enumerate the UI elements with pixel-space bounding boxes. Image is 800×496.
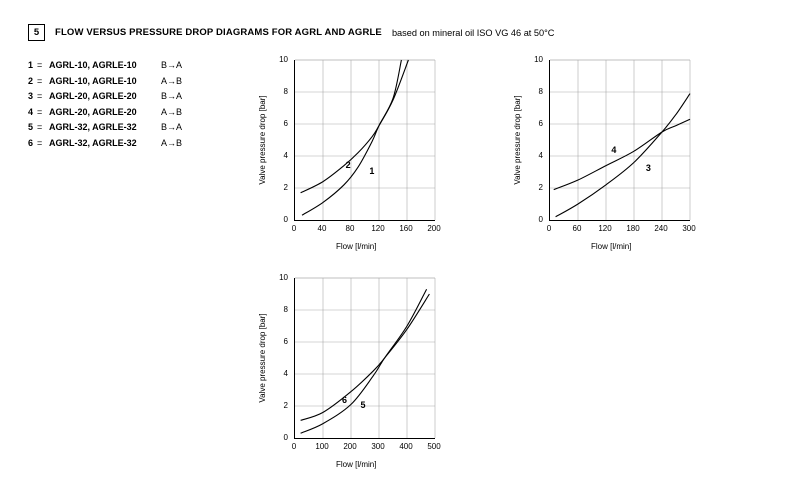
y-axis-tick-label: 0	[538, 215, 543, 224]
legend-equals: =	[37, 106, 43, 117]
curve-5	[301, 289, 427, 433]
legend-direction: A→B	[161, 75, 183, 86]
y-axis-title: Valve pressure drop [bar]	[258, 95, 267, 185]
y-axis-tick-label: 2	[283, 183, 288, 192]
legend-equals: =	[37, 122, 43, 132]
legend-label: AGRL-20, AGRLE-20	[49, 106, 137, 117]
chart-plot-area	[513, 56, 733, 256]
curve-annotation-2: 2	[345, 159, 351, 170]
x-axis-title: Flow [l/min]	[336, 242, 377, 251]
page-subtitle: based on mineral oil ISO VG 46 at 50°C	[391, 27, 555, 38]
y-axis-tick-label: 8	[283, 87, 288, 96]
curve-1	[302, 60, 401, 215]
curve-4	[554, 119, 690, 189]
plot-svg	[550, 60, 690, 220]
plot-frame	[294, 278, 435, 439]
section-number-badge: 5	[28, 24, 45, 41]
plot-svg	[295, 278, 435, 438]
x-axis-tick-label: 60	[572, 224, 582, 233]
legend-label: AGRL-32, AGRLE-32	[49, 122, 137, 132]
curve-annotation-3: 3	[645, 162, 651, 173]
x-axis-tick-label: 300	[371, 442, 385, 451]
page-header	[28, 24, 554, 41]
list-item	[28, 107, 182, 123]
legend-number: 4	[28, 106, 34, 117]
list-item	[28, 138, 182, 154]
y-axis-tick-label: 8	[283, 305, 288, 314]
legend-number: 1	[28, 60, 34, 70]
curve-3	[556, 94, 690, 217]
y-axis-tick-label: 0	[283, 215, 288, 224]
x-axis-tick-label: 200	[343, 442, 357, 451]
legend-direction: A→B	[161, 137, 183, 148]
x-axis-tick-label: 500	[427, 442, 441, 451]
x-axis-tick-label: 300	[682, 224, 696, 233]
curve-annotation-6: 6	[341, 395, 347, 406]
legend-number: 6	[28, 137, 34, 148]
chart-size-10	[258, 56, 478, 256]
chart-plot-area	[258, 274, 478, 474]
y-axis-title: Valve pressure drop [bar]	[513, 95, 522, 185]
legend-direction: B→A	[161, 60, 183, 70]
y-axis-tick-label: 2	[538, 183, 543, 192]
curve-annotation-5: 5	[360, 400, 366, 410]
plot-svg	[295, 60, 435, 220]
chart-size-32	[258, 274, 478, 474]
y-axis-tick-label: 0	[283, 433, 288, 442]
legend-equals: =	[37, 137, 43, 148]
y-axis-tick-label: 4	[538, 151, 543, 160]
x-axis-tick-label: 80	[345, 224, 355, 233]
x-axis-tick-label: 0	[546, 224, 552, 233]
legend-label: AGRL-10, AGRLE-10	[49, 75, 137, 86]
list-item	[28, 122, 182, 138]
legend-label: AGRL-32, AGRLE-32	[49, 137, 137, 148]
y-axis-tick-label: 2	[283, 401, 288, 410]
legend-direction: B→A	[161, 91, 183, 101]
x-axis-title: Flow [l/min]	[591, 242, 632, 251]
legend-equals: =	[37, 91, 43, 101]
y-axis-tick-label: 8	[538, 87, 543, 96]
list-item	[28, 76, 182, 92]
legend-direction: A→B	[161, 106, 183, 117]
x-axis-tick-label: 40	[317, 224, 327, 233]
x-axis-tick-label: 200	[427, 224, 441, 233]
curve-annotation-1: 1	[369, 166, 375, 176]
y-axis-tick-label: 6	[283, 337, 288, 346]
y-axis-title: Valve pressure drop [bar]	[258, 313, 267, 403]
x-axis-tick-label: 400	[399, 442, 413, 451]
x-axis-tick-label: 120	[598, 224, 612, 233]
y-axis-tick-label: 10	[279, 55, 288, 64]
y-axis-tick-label: 10	[279, 273, 288, 282]
y-axis-tick-label: 6	[538, 119, 543, 128]
x-axis-title: Flow [l/min]	[336, 460, 377, 469]
legend-number: 3	[28, 91, 34, 101]
x-axis-tick-label: 0	[291, 442, 297, 451]
page-title: FLOW VERSUS PRESSURE DROP DIAGRAMS FOR AGRL AND AGRLE	[55, 27, 382, 38]
y-axis-tick-label: 10	[534, 55, 543, 64]
x-axis-tick-label: 0	[291, 224, 297, 233]
curve-annotation-4: 4	[611, 145, 617, 156]
list-item	[28, 91, 182, 107]
plot-frame	[549, 60, 690, 221]
x-axis-tick-label: 160	[399, 224, 413, 233]
legend-label: AGRL-20, AGRLE-20	[49, 91, 137, 101]
list-item	[28, 60, 182, 76]
legend-label: AGRL-10, AGRLE-10	[49, 60, 137, 70]
x-axis-tick-label: 180	[626, 224, 640, 233]
legend-equals: =	[37, 75, 43, 86]
legend-direction: B→A	[161, 122, 183, 132]
y-axis-tick-label: 4	[283, 369, 288, 378]
y-axis-tick-label: 4	[283, 151, 288, 160]
y-axis-tick-label: 6	[283, 119, 288, 128]
plot-frame	[294, 60, 435, 221]
legend	[28, 60, 182, 153]
chart-size-20	[513, 56, 733, 256]
x-axis-tick-label: 100	[315, 442, 329, 451]
x-axis-tick-label: 120	[371, 224, 385, 233]
legend-number: 2	[28, 75, 34, 86]
chart-plot-area	[258, 56, 478, 256]
legend-equals: =	[37, 60, 43, 70]
x-axis-tick-label: 240	[654, 224, 668, 233]
legend-number: 5	[28, 122, 34, 132]
